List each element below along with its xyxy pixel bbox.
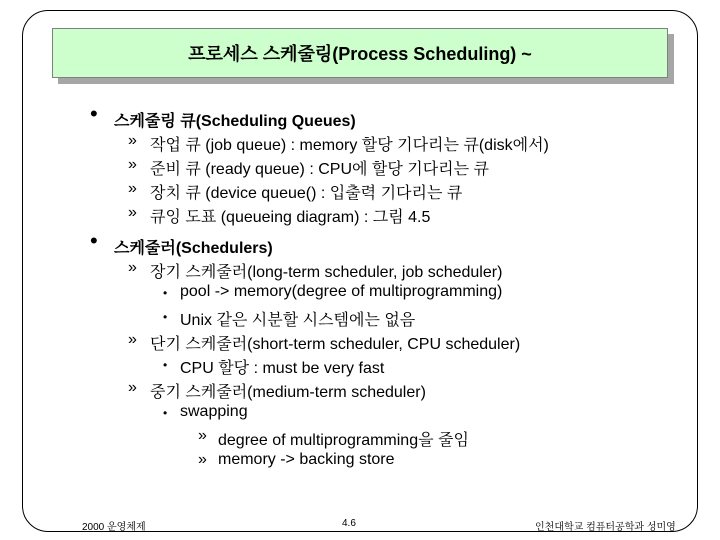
dot-marker: • bbox=[163, 286, 168, 300]
sub-marker: » bbox=[128, 259, 137, 276]
bullet-marker: • bbox=[90, 101, 98, 126]
sub-marker: » bbox=[198, 451, 207, 468]
short-term-scheduler: 단기 스케줄러(short-term scheduler, CPU scheduler) bbox=[150, 336, 521, 353]
queue-item: 장치 큐 (device queue() : 입출력 기다리는 큐 bbox=[150, 185, 463, 202]
footer-page-number: 4.6 bbox=[342, 518, 356, 529]
footer-course: 2000 운영체제 bbox=[82, 522, 146, 533]
sub-marker: » bbox=[128, 132, 137, 149]
medium-term-scheduler: 중기 스케줄러(medium-term scheduler) bbox=[150, 384, 426, 401]
section-heading-queues: 스케줄링 큐(Scheduling Queues) bbox=[114, 113, 356, 130]
sub-marker: » bbox=[128, 180, 137, 197]
long-term-detail: pool -> memory(degree of multiprogramming) bbox=[180, 283, 503, 300]
bullet-marker: • bbox=[90, 228, 98, 253]
queue-item: 준비 큐 (ready queue) : CPU에 할당 기다리는 큐 bbox=[150, 161, 489, 178]
short-term-detail: CPU 할당 : must be very fast bbox=[180, 360, 385, 377]
queue-item: 큐잉 도표 (queueing diagram) : 그림 4.5 bbox=[150, 209, 431, 226]
footer-author: 인천대학교 컴퓨터공학과 성미영 bbox=[535, 522, 676, 533]
dot-marker: • bbox=[163, 310, 168, 324]
dot-marker: • bbox=[163, 406, 168, 420]
slide-title bbox=[52, 28, 668, 78]
queue-item: 작업 큐 (job queue) : memory 할당 기다리는 큐(disk에서) bbox=[150, 137, 549, 154]
long-term-scheduler: 장기 스케줄러(long-term scheduler, job scheduler) bbox=[150, 264, 503, 281]
swapping-detail: memory -> backing store bbox=[218, 451, 395, 468]
dot-marker: • bbox=[163, 358, 168, 372]
medium-term-detail: swapping bbox=[180, 403, 248, 420]
sub-marker: » bbox=[128, 331, 137, 348]
sub-marker: » bbox=[128, 156, 137, 173]
section-heading-schedulers: 스케줄러(Schedulers) bbox=[114, 240, 273, 257]
slide-title-text: 프로세스 스케줄링(Process Scheduling) ~ bbox=[188, 44, 532, 64]
sub-marker: » bbox=[128, 204, 137, 221]
long-term-detail: Unix 같은 시분할 시스템에는 없음 bbox=[180, 312, 416, 329]
swapping-detail: degree of multiprogramming을 줄임 bbox=[218, 432, 469, 449]
sub-marker: » bbox=[128, 379, 137, 396]
sub-marker: » bbox=[198, 427, 207, 444]
